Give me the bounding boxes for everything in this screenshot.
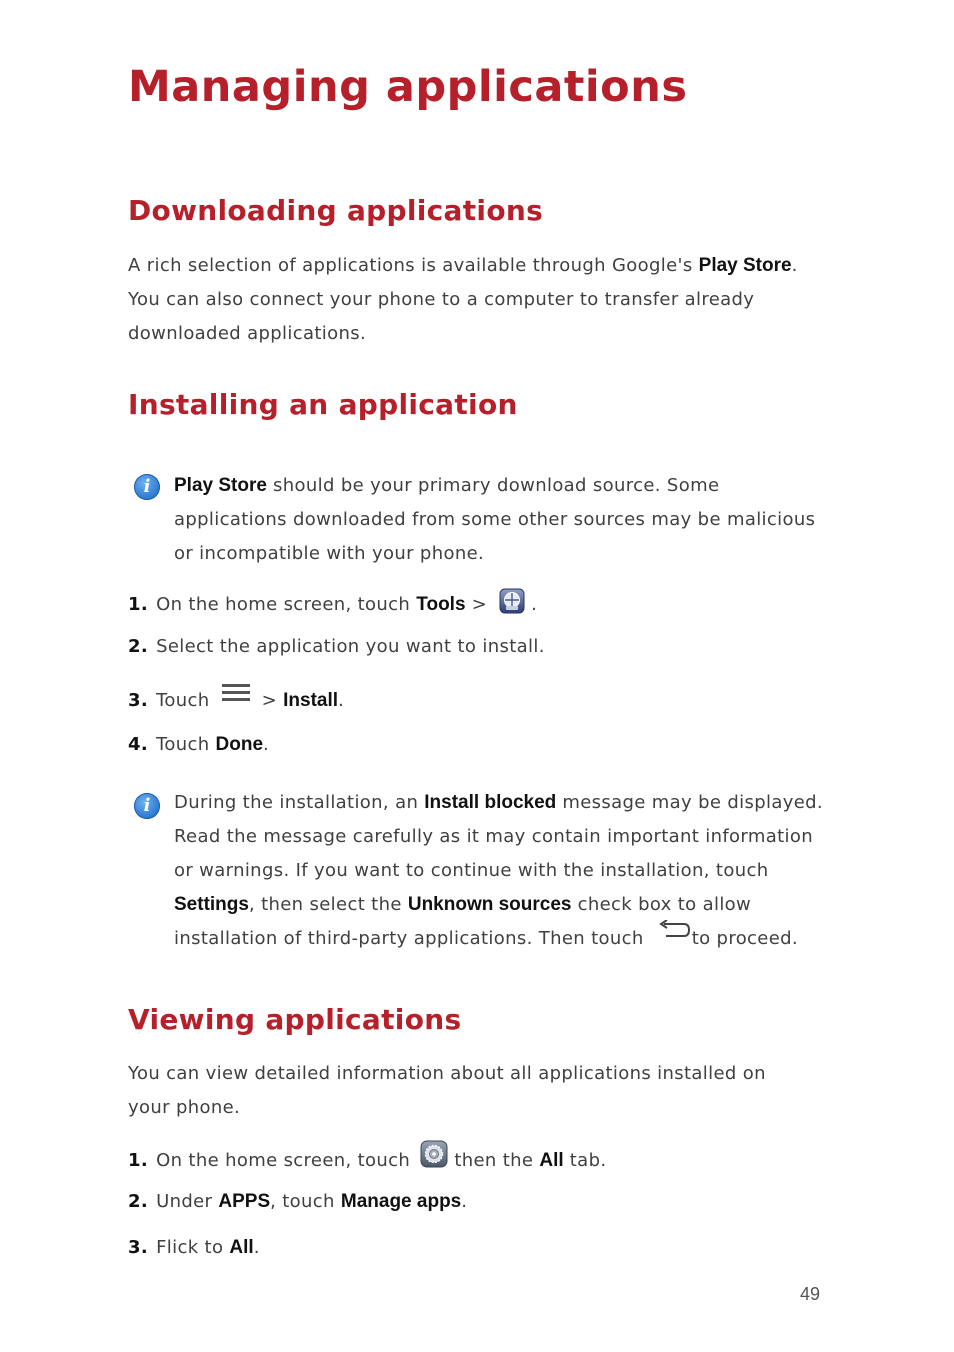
note-text-3: , then select the — [248, 894, 408, 915]
step-end: . — [338, 690, 345, 711]
step-separator: > — [255, 690, 284, 711]
step-text: On the home screen, touch — [156, 1150, 417, 1171]
viewing-paragraph: You can view detailed information about all applications installed on your phone. — [128, 1063, 766, 1118]
step-number: 3. — [128, 1237, 149, 1258]
apps-label: APPS — [218, 1191, 271, 1212]
settings-icon — [420, 1140, 448, 1176]
install-step-1 — [128, 588, 537, 622]
step-end: . — [263, 734, 270, 755]
step-number: 2. — [128, 1191, 149, 1212]
section-heading-viewing: Viewing applications — [128, 1003, 462, 1036]
view-step-1 — [128, 1143, 606, 1179]
step-text: Touch — [156, 734, 216, 755]
tools-label: Tools — [416, 594, 466, 615]
manage-apps-label: Manage apps — [340, 1191, 462, 1212]
step-separator: > — [465, 594, 494, 615]
page-number: 49 — [800, 1284, 821, 1304]
step-end: . — [525, 594, 538, 615]
page-title: Managing applications — [128, 62, 688, 112]
view-step-3 — [128, 1235, 260, 1261]
step-text: On the home screen, touch — [156, 594, 417, 615]
step-number: 4. — [128, 734, 149, 755]
info-icon: i — [134, 793, 160, 819]
step-text: Flick to — [156, 1237, 230, 1258]
step-end: tab. — [563, 1150, 607, 1171]
section-heading-downloading: Downloading applications — [128, 194, 544, 227]
file-manager-icon — [499, 588, 525, 622]
step-mid: then the — [448, 1150, 540, 1171]
menu-icon — [222, 683, 250, 711]
play-store-label: Play Store — [698, 255, 792, 276]
info-icon: i — [134, 474, 160, 500]
note-play-store-bold: Play Store — [174, 475, 267, 496]
step-number: 2. — [128, 636, 149, 657]
downloading-paragraph — [128, 249, 828, 351]
note-install-blocked — [174, 786, 834, 956]
step-number: 1. — [128, 594, 149, 615]
install-step-3 — [128, 687, 344, 715]
note-text-4: check box to allow installation of third-party applications. Then touch — [174, 894, 752, 949]
step-text: Touch — [156, 690, 216, 711]
install-step-2 — [128, 634, 545, 660]
back-icon — [658, 918, 690, 952]
settings-label: Settings — [174, 894, 249, 915]
install-blocked-label: Install blocked — [424, 792, 557, 813]
step-number: 3. — [128, 690, 149, 711]
step-end: . — [461, 1191, 468, 1212]
note-text-2: message may be displayed. Read the message carefully as it may contain important information or warnings. If you want to continue with the installation, touch — [174, 792, 823, 881]
unknown-sources-label: Unknown sources — [407, 894, 572, 915]
step-number: 1. — [128, 1150, 149, 1171]
step-text: Select the application you want to install. — [156, 636, 545, 657]
section-heading-installing: Installing an application — [128, 388, 518, 421]
step-text: Under — [156, 1191, 219, 1212]
note-text-5: to proceed. — [691, 928, 798, 949]
view-step-2 — [128, 1189, 467, 1215]
all-label: All — [229, 1237, 254, 1258]
all-tab-label: All — [539, 1150, 564, 1171]
note-play-store — [174, 469, 834, 571]
note-text-1: During the installation, an — [174, 792, 425, 813]
install-label: Install — [283, 690, 339, 711]
note-play-store-text: should be your primary download source. Some applications downloaded from some other sources may be malicious or incompatible with your phone. — [174, 475, 816, 564]
downloading-text-a: A rich selection of applications is available through Google's — [128, 255, 699, 276]
step-mid: , touch — [270, 1191, 341, 1212]
downloading-text-c: . You can also connect your phone to a computer to transfer already downloaded applications. — [128, 255, 798, 344]
step-end: . — [253, 1237, 260, 1258]
install-step-4 — [128, 732, 269, 758]
done-label: Done — [215, 734, 264, 755]
